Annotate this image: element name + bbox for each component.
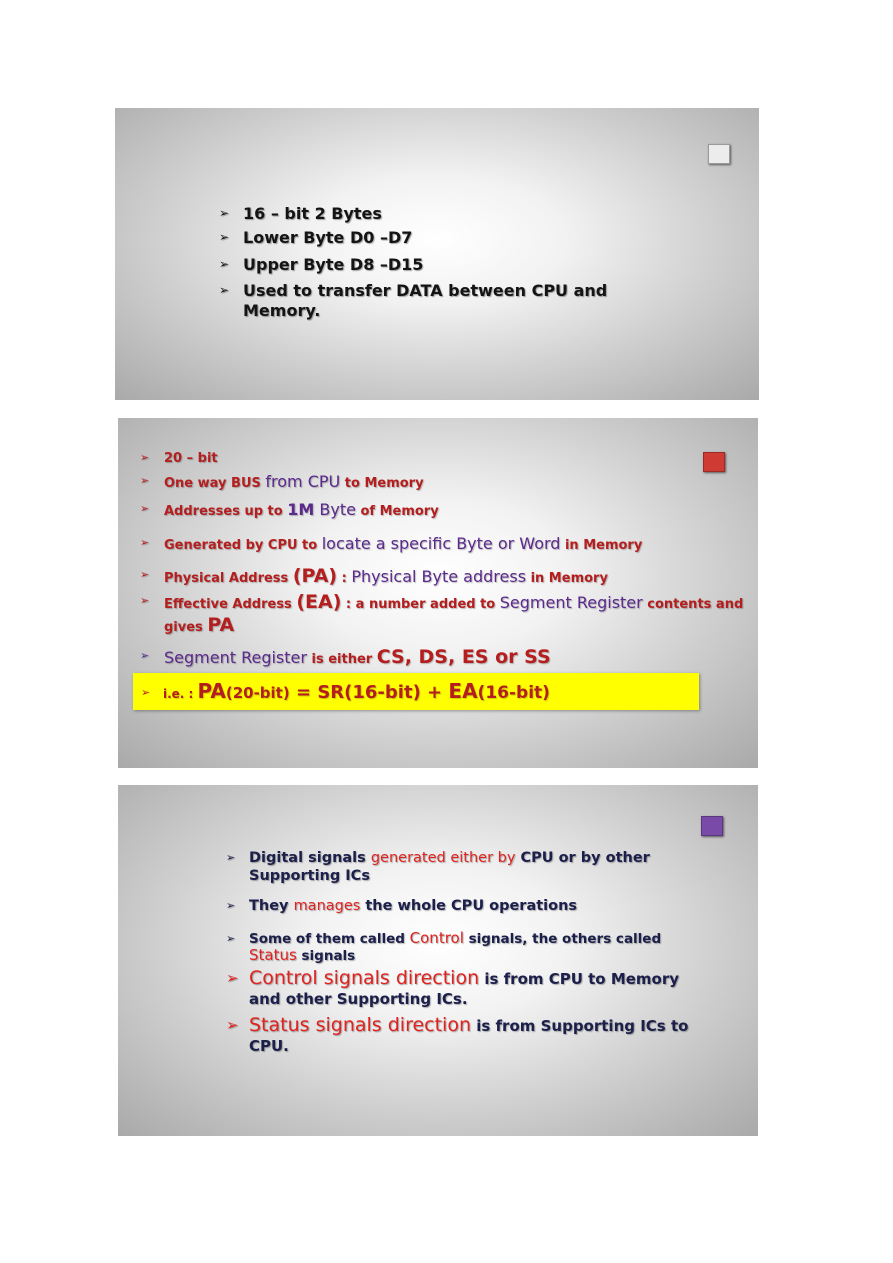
arrow-bullet-icon: ➢ <box>140 451 150 464</box>
list-item: ➢ 20 – bit <box>140 451 218 466</box>
arrow-bullet-icon: ➢ <box>226 1016 239 1034</box>
arrow-bullet-icon: ➢ <box>140 568 150 581</box>
slide-marker-square <box>708 144 730 164</box>
list-item: ➢ Addresses up to 1M Byte of Memory <box>140 500 439 519</box>
arrow-bullet-icon: ➢ <box>140 502 150 515</box>
arrow-bullet-icon: ➢ <box>219 283 230 297</box>
slide-marker-square <box>701 816 723 836</box>
arrow-bullet-icon: ➢ <box>140 474 150 487</box>
list-item: ➢ Segment Register is either CS, DS, ES or SS <box>140 646 551 668</box>
list-item: ➢ Lower Byte D0 –D7 <box>219 228 413 247</box>
list-item: ➢ Digital signals generated either by CPU or by other Supporting ICs <box>226 850 650 884</box>
arrow-bullet-icon: ➢ <box>219 206 230 220</box>
slide-control-bus <box>118 785 758 1136</box>
arrow-bullet-icon: ➢ <box>226 969 239 987</box>
arrow-bullet-icon: ➢ <box>140 536 150 549</box>
list-item: ➢ Upper Byte D8 –D15 <box>219 255 424 274</box>
list-item: ➢ Effective Address (EA) : a number added to Segment Register contents and gives PA <box>140 591 744 636</box>
arrow-bullet-icon: ➢ <box>140 649 150 662</box>
slide-address-bus <box>118 418 758 768</box>
arrow-bullet-icon: ➢ <box>226 851 236 864</box>
list-item: ➢ They manages the whole CPU operations <box>226 898 578 914</box>
list-item: ➢ Physical Address (PA) : Physical Byte address in Memory <box>140 565 608 587</box>
arrow-bullet-icon: ➢ <box>140 594 150 607</box>
address-formula: i.e. : PA(20-bit) = SR(16-bit) + EA(16-bit) <box>163 679 550 703</box>
arrow-bullet-icon: ➢ <box>226 932 236 945</box>
arrow-bullet-icon: ➢ <box>219 257 230 271</box>
arrow-bullet-icon: ➢ <box>226 899 236 912</box>
list-item: ➢ Some of them called Control signals, the others called Status signals <box>226 929 662 964</box>
arrow-bullet-icon: ➢ <box>219 230 230 244</box>
list-item: ➢ 16 – bit 2 Bytes <box>219 204 382 223</box>
list-item: ➢ Control signals direction is from CPU to Memory and other Supporting ICs. <box>226 967 680 1008</box>
list-item: ➢ Status signals direction is from Supporting ICs to CPU. <box>226 1014 689 1055</box>
formula-highlight-box <box>133 673 699 710</box>
arrow-bullet-icon: ➢ <box>141 686 151 699</box>
list-item: ➢ One way BUS from CPU to Memory <box>140 472 424 491</box>
list-item: ➢ Used to transfer DATA between CPU and Memory. <box>219 281 608 320</box>
list-item: ➢ Generated by CPU to locate a specific Byte or Word in Memory <box>140 534 643 553</box>
slide-data-bus <box>115 108 759 400</box>
